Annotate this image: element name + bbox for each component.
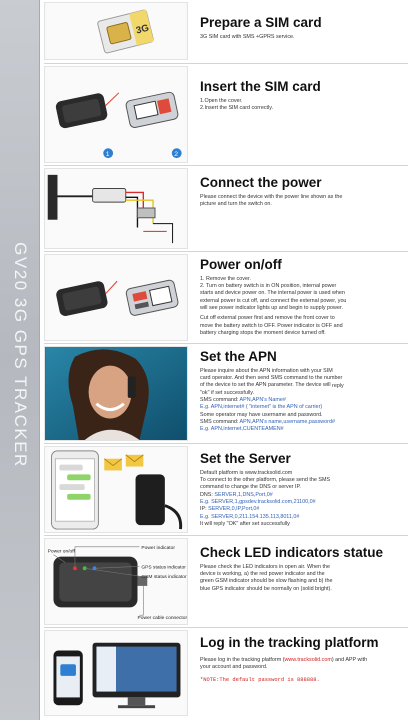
step-line-example: E.g. APN,internet,CUENTEAMEN# bbox=[200, 426, 284, 433]
step-line: Cut off external power first and remove the front cover to bbox=[200, 315, 335, 322]
platform-link[interactable]: www.tracksolid.com bbox=[284, 656, 332, 663]
step-line: device is working, a) the red power indicator and the bbox=[200, 571, 325, 578]
step-line: external power is cut off, and connect the external power, you bbox=[200, 297, 347, 304]
step-line: will see power indicator lights up and begin to supply power. bbox=[200, 305, 343, 312]
smartphone-icon bbox=[53, 651, 82, 706]
step-line: Please inquire about the APN information with your SIM bbox=[200, 367, 333, 374]
step-badge-1: 1 bbox=[105, 151, 110, 159]
step-line: 2.Insert the SIM card correctly. bbox=[200, 105, 273, 112]
step-connect-power bbox=[44, 166, 408, 252]
callout-gsm-indicator: GSM status indicator bbox=[141, 575, 187, 581]
step-title: Connect the power bbox=[200, 175, 322, 190]
default-password-note: *NOTE:The default password is 888888. bbox=[200, 677, 320, 684]
step-line: To connect to the other platform, please send the SMS bbox=[200, 477, 331, 484]
step-line: 1.Open the cover. bbox=[200, 97, 243, 104]
sidebar-banner bbox=[0, 0, 40, 720]
step-title: Prepare a SIM card bbox=[200, 15, 322, 30]
step-power-onoff bbox=[44, 252, 408, 344]
smartphone-icon bbox=[52, 451, 99, 529]
step-line: picture and turn the switch on. bbox=[200, 201, 272, 208]
callout-power-onoff: Power on/off bbox=[47, 549, 75, 555]
step-badge-2: 2 bbox=[174, 151, 179, 159]
step-line: IP: SERVER,0,IP,Port,0# bbox=[200, 506, 260, 513]
step-line-example: E.g. SERVER,1,gpsdev.tracksolid.com,21100,0# bbox=[200, 499, 316, 506]
callout-power-indicator: Power indicator bbox=[141, 545, 176, 551]
platform-screens-illustration bbox=[44, 630, 188, 716]
step-title: Insert the SIM card bbox=[200, 79, 321, 94]
step-line: move the battery switch to OFF. Power indicator is OFF and bbox=[200, 322, 343, 329]
insert-sim-illustration bbox=[44, 66, 188, 163]
woman-on-phone-photo bbox=[44, 346, 188, 441]
callout-power-cable: Power cable connector bbox=[137, 616, 187, 622]
reply-word: reply bbox=[332, 383, 344, 390]
step-check-led bbox=[44, 536, 408, 628]
dns-command: SERVER,1,DNS,Port,0# bbox=[214, 491, 273, 498]
ip-command: SERVER,0,IP,Port,0# bbox=[208, 506, 260, 513]
step-title: Set the APN bbox=[200, 349, 277, 364]
step-prepare-sim bbox=[44, 0, 408, 64]
step-line: 1. Remove the cover. bbox=[200, 275, 251, 282]
step-line bbox=[200, 382, 406, 389]
phone-sms-illustration bbox=[44, 446, 188, 533]
power-wiring-illustration bbox=[44, 168, 188, 249]
step-line: Some operator may have username and password. bbox=[200, 411, 323, 418]
step-tracking-platform bbox=[44, 628, 408, 718]
step-set-apn bbox=[44, 344, 408, 444]
step-line: battery charging stops the moment device turned off. bbox=[200, 329, 326, 336]
step-insert-sim bbox=[44, 64, 408, 166]
sim-card-icon bbox=[45, 3, 187, 59]
step-line-example: E.g. SERVER,0,211.154.135.113,8011,0# bbox=[200, 513, 300, 520]
step-line: "ok" if set successfully. bbox=[200, 389, 255, 396]
led-indicator-diagram bbox=[44, 538, 188, 625]
step-line: It will reply "OK" after set successfully bbox=[200, 520, 290, 527]
sidebar-title: GV20 3G GPS TRACKER bbox=[11, 242, 30, 468]
step-title: Check LED indicators statue bbox=[200, 545, 384, 560]
step-line: your account and password. bbox=[200, 664, 268, 671]
step-line: SMS command: APN,APN's name,username,password# bbox=[200, 418, 335, 425]
step-line: Please check the LED indicators in open air. When the bbox=[200, 563, 331, 570]
step-line-text: of the device to set the APN parameter. The device will bbox=[200, 382, 331, 389]
power-switch-illustration bbox=[44, 254, 188, 341]
apn-auth-command: APN,APN's name,username,password# bbox=[239, 418, 335, 425]
step-line: Please connect the device with the power line shown as the bbox=[200, 193, 343, 200]
apn-command: APN,APN's Name# bbox=[239, 397, 286, 404]
step-line: card operator. And then send SMS command to the number bbox=[200, 375, 343, 382]
step-line: 3G SIM card with SMS +GPRS service. bbox=[200, 33, 295, 40]
woman-photo-icon bbox=[68, 349, 148, 440]
step-line: 2. Turn on battery switch is in ON position, internal power bbox=[200, 283, 337, 290]
step-line: command to change the DNS or server IP. bbox=[200, 484, 301, 491]
step-title: Set the Server bbox=[200, 451, 291, 466]
sim-card-illustration bbox=[44, 2, 188, 60]
step-title: Power on/off bbox=[200, 257, 282, 272]
tracker-device-icon bbox=[53, 557, 147, 608]
step-line: Please log in the tracking platform (www.tracksolid.com) and APP with bbox=[200, 656, 368, 663]
callout-gps-indicator: GPS status indicator bbox=[141, 565, 186, 571]
step-line: blue GPS indicator should be normally on (solid bright). bbox=[200, 585, 332, 592]
step-title: Log in the tracking platform bbox=[200, 635, 379, 650]
step-line: green GSM indicator should be slow flashing and b) the bbox=[200, 578, 333, 585]
step-line: starts and device power on. The internal power is used when bbox=[200, 290, 345, 297]
step-set-server bbox=[44, 444, 408, 536]
step-line: DNS: SERVER,1,DNS,Port,0# bbox=[200, 491, 273, 498]
sim-3g-label: 3G bbox=[135, 22, 151, 37]
step-line-example: E.g. APN,internet# ( "internet" is the APN of carrier) bbox=[200, 404, 323, 411]
step-line: SMS command: APN,APN's Name# bbox=[200, 397, 286, 404]
step-line: Default platform is www.tracksolid.com bbox=[200, 469, 293, 476]
